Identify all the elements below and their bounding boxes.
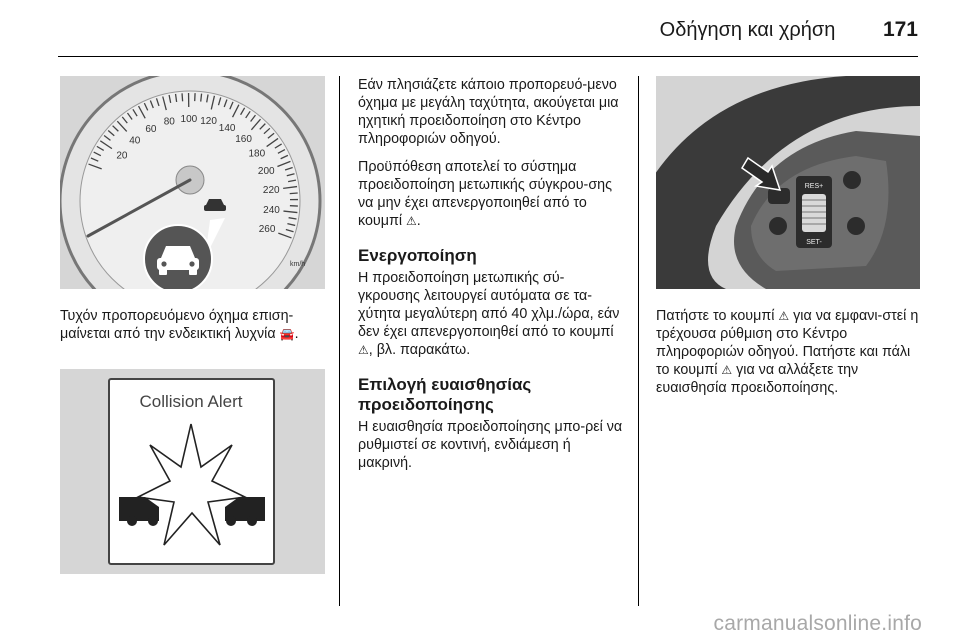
paragraph: Εάν πλησιάζετε κάποιο προπορευό-μενο όχημα με μεγάλη ταχύτητα, ακούγεται μια ηχητική προειδοποίηση στο Κέντρο πληροφοριών οδηγού.: [358, 77, 619, 147]
steering-wheel-figure: [656, 76, 920, 289]
gauge-tick: [201, 94, 202, 102]
car-front-icon: 🚘: [279, 327, 295, 341]
column-3: [656, 76, 920, 397]
alert-title: Collision Alert: [139, 392, 243, 411]
collision-sensitivity-button-icon: ⚠: [778, 309, 790, 323]
collision-alert-figure: [60, 369, 325, 574]
speedometer-figure: [60, 76, 325, 289]
gauge-label: 200: [257, 165, 275, 177]
paragraph: Η προειδοποίηση μετωπικής σύ-γκρουσης λειτουργεί αυτόματα σε τα-χύτητα μεγαλύτερη από 40 χλμ./ώρα, εάν δεν έχει απενεργοποιηθεί από το κουμπί ⚠, βλ. παρακάτω.: [358, 270, 620, 358]
gauge-label: 60: [145, 123, 157, 135]
gauge-label: 140: [218, 122, 236, 134]
watermark: carmanualsonline.info: [713, 612, 922, 635]
gauge-label: 20: [116, 150, 128, 162]
gauge-label: 80: [163, 116, 175, 128]
gauge-label: 160: [235, 133, 252, 145]
collision-sensitivity-button-icon: ⚠: [358, 343, 369, 357]
gauge-label: 100: [180, 114, 198, 126]
collision-sensitivity-button-icon: ⚠: [721, 363, 733, 377]
heading-sensitivity: Επιλογή ευαισθησίας προειδοποίησης: [358, 375, 532, 414]
column-divider: [339, 76, 340, 606]
gauge-label: 40: [129, 135, 141, 147]
svg-text:RES+: RES+: [804, 183, 824, 190]
gauge-label: 180: [248, 148, 266, 160]
paragraph: Προϋπόθεση αποτελεί το σύστημα προειδοποίηση μετωπικής σύγκρου-σης να μην έχει απενεργοποιηθεί από το κουμπί ⚠.: [358, 159, 612, 229]
column-2: [358, 76, 624, 472]
gauge-label: 220: [262, 185, 280, 197]
gauge-label: 120: [200, 116, 217, 128]
collision-sensitivity-button-icon: ⚠: [406, 214, 417, 228]
gauge-tick: [182, 93, 183, 101]
gauge-label: 260: [258, 224, 276, 236]
paragraph: Η ευαισθησία προειδοποίησης μπο-ρεί να ρυθμιστεί σε κοντινή, ενδιάμεση ή μακρινή.: [358, 419, 623, 471]
svg-text:km/h: km/h: [290, 261, 306, 268]
figure-caption: Τυχόν προπορευόμενο όχημα επιση-μαίνεται από την ενδεικτική λυχνία 🚘.: [60, 308, 299, 342]
gauge-label: 240: [263, 204, 280, 216]
gauge-tick: [290, 193, 298, 194]
svg-text:SET-: SET-: [806, 239, 822, 246]
page-number: 171: [882, 18, 918, 41]
header-rule: [58, 56, 918, 57]
running-title: Οδήγηση και χρήση: [659, 19, 836, 41]
column-divider: [638, 76, 639, 606]
paragraph: Πατήστε το κουμπί ⚠ για να εμφανι-στεί η τρέχουσα ρύθμιση στο Κέντρο πληροφοριών οδηγού. Πατήστε και πάλι το κουμπί ⚠ για να αλλάξετε την ευαισθησία προειδοποίησης.: [656, 308, 919, 396]
column-1: [60, 76, 325, 574]
heading-activation: Ενεργοποίηση: [358, 246, 477, 265]
page-header: [660, 18, 918, 42]
